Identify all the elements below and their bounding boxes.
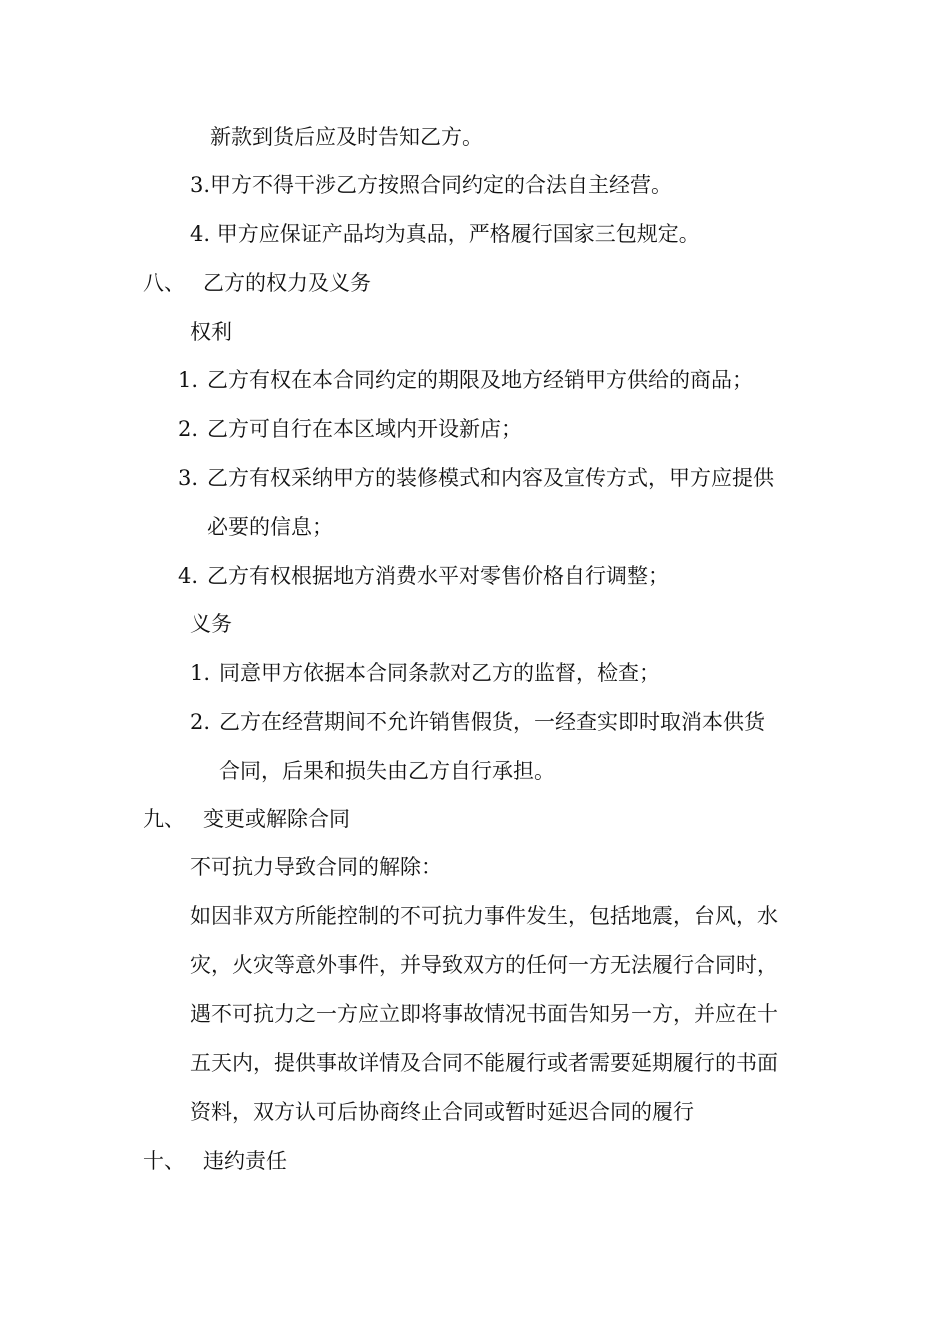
force-majeure-paragraph-line-3: 遇不可抗力之一方应立即将事故情况书面告知另一方，并应在十 (190, 1002, 778, 1026)
rights-item-4-text: 乙方有权根据地方消费水平对零售价格自行调整； (207, 564, 669, 588)
duties-item-2-number: 2. (190, 710, 211, 734)
rights-item-2-text: 乙方可自行在本区域内开设新店； (207, 417, 522, 441)
rights-item-1-text: 乙方有权在本合同约定的期限及地方经销甲方供给的商品； (207, 368, 753, 392)
carry-over-line: 新款到货后应及时告知乙方。 (210, 125, 483, 149)
party-a-item-4: 4. 甲方应保证产品均为真品，严格履行国家三包规定。 (190, 222, 700, 246)
duties-item-2-continuation: 合同，后果和损失由乙方自行承担。 (219, 759, 555, 783)
rights-item-2-number: 2. (178, 417, 199, 441)
section-10-number: 十、 (143, 1149, 185, 1173)
duties-item-1-text: 同意甲方依据本合同条款对乙方的监督，检查； (219, 661, 660, 685)
force-majeure-paragraph-line-1: 如因非双方所能控制的不可抗力事件发生，包括地震，台风，水 (190, 904, 778, 928)
rights-label: 权利 (190, 320, 232, 344)
force-majeure-paragraph-line-4: 五天内，提供事故详情及合同不能履行或者需要延期履行的书面 (190, 1051, 778, 1075)
duties-item-1-number: 1. (190, 661, 211, 685)
rights-item-3-continuation: 必要的信息； (207, 515, 333, 539)
duties-item-2-text: 乙方在经营期间不允许销售假货，一经查实即时取消本供货 (219, 710, 765, 734)
party-a-item-3: 3.甲方不得干涉乙方按照合同约定的合法自主经营。 (190, 173, 673, 197)
section-8-heading: 乙方的权力及义务 (203, 271, 371, 295)
duties-label: 义务 (190, 612, 232, 636)
section-9-number: 九、 (143, 807, 185, 831)
force-majeure-subheading: 不可抗力导致合同的解除： (190, 855, 442, 879)
section-10-heading: 违约责任 (203, 1149, 287, 1173)
force-majeure-paragraph-line-5: 资料，双方认可后协商终止合同或暂时延迟合同的履行 (190, 1100, 694, 1124)
section-8-number: 八、 (143, 271, 185, 295)
rights-item-1-number: 1. (178, 368, 199, 392)
force-majeure-paragraph-line-2: 灾，火灾等意外事件，并导致双方的任何一方无法履行合同时， (190, 953, 778, 977)
rights-item-3-text: 乙方有权采纳甲方的装修模式和内容及宣传方式，甲方应提供 (207, 466, 774, 490)
section-9-heading: 变更或解除合同 (203, 807, 350, 831)
rights-item-3-number: 3. (178, 466, 199, 490)
rights-item-4-number: 4. (178, 564, 199, 588)
